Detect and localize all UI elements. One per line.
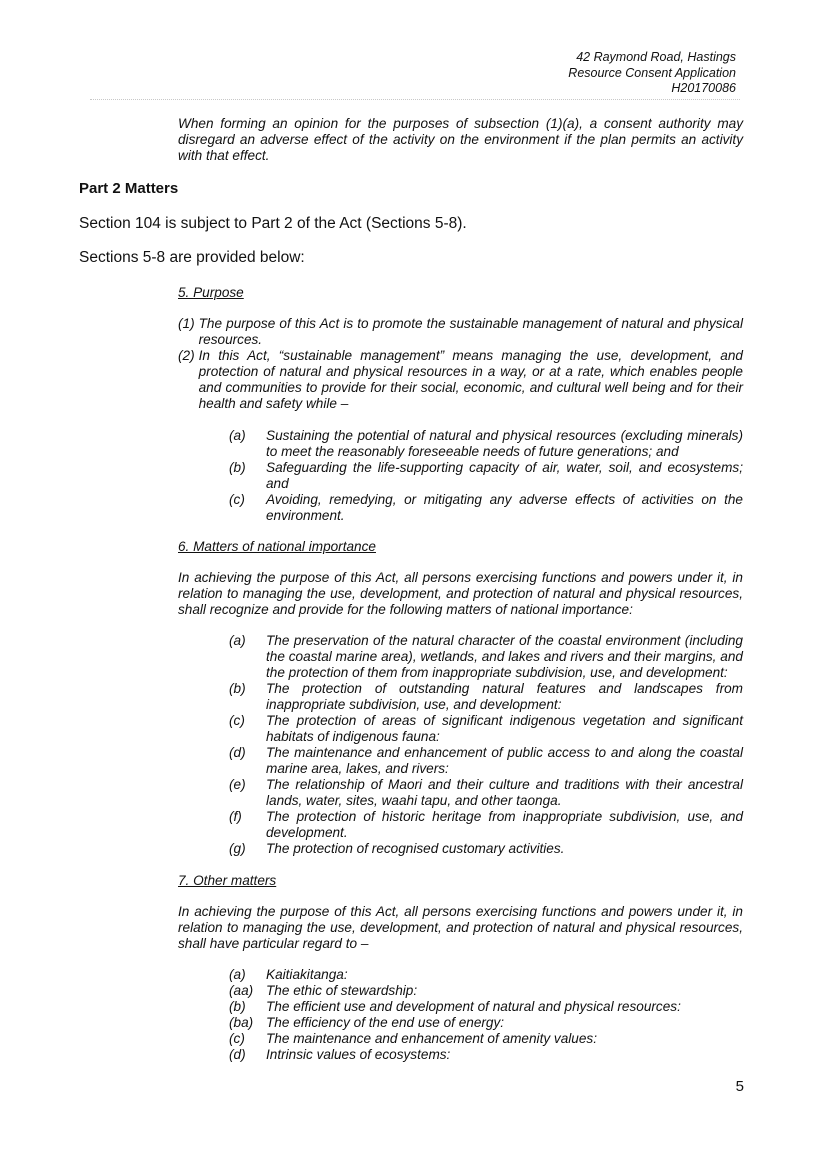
part2-heading: Part 2 Matters — [79, 180, 179, 197]
section-5-list — [178, 316, 743, 412]
list-item-key: (b) — [229, 681, 246, 696]
list-item-key: (d) — [229, 1047, 246, 1062]
list-item — [229, 1047, 743, 1063]
list-item-key: (d) — [229, 745, 246, 760]
list-item-text: Avoiding, remedying, or mitigating any adverse effects of activities on the environment. — [266, 492, 743, 523]
list-item-text: Intrinsic values of ecosystems: — [266, 1047, 451, 1062]
section-7-intro: In achieving the purpose of this Act, all persons exercising functions and powers under it, in relation to managing the use, development, and protection of natural and physical resources, shall have particular regard to – — [178, 904, 743, 951]
section-6-intro: In achieving the purpose of this Act, all persons exercising functions and powers under it, in relation to managing the use, development, and protection of natural and physical resources, shall recognize and provide for the following matters of national importance: — [178, 570, 743, 617]
list-item-key: (b) — [229, 460, 246, 475]
list-item — [229, 777, 743, 809]
list-item-text: The preservation of the natural character of the coastal environment (including the coastal marine area), wetlands, and lakes and rivers and their margins, and the protection of them from inappropriate subdivision, use, and development: — [266, 633, 743, 680]
list-item — [178, 348, 743, 412]
list-item-text: Kaitiakitanga: — [266, 967, 348, 982]
section-5-sublist — [229, 428, 743, 524]
list-item-key: (a) — [229, 633, 246, 648]
header-reference: H20170086 — [671, 81, 736, 95]
list-item-key: (f) — [229, 809, 242, 824]
page-number: 5 — [735, 1078, 744, 1095]
list-item-key: (a) — [229, 428, 246, 443]
list-item-key: (aa) — [229, 983, 254, 998]
list-item — [229, 460, 743, 492]
section-5-title: 5. Purpose — [178, 285, 244, 300]
list-item-key: (a) — [229, 967, 246, 982]
list-item — [229, 492, 743, 524]
header-address: 42 Raymond Road, Hastings — [576, 50, 736, 64]
list-item-text: The maintenance and enhancement of amenity values: — [266, 1031, 597, 1046]
list-item-key: (c) — [229, 1031, 245, 1046]
list-item-text: The efficiency of the end use of energy: — [266, 1015, 505, 1030]
intro-quote: When forming an opinion for the purposes of subsection (1)(a), a consent authority may disregard an adverse effect of the activity on the environment if the plan permits an activity with that effect. — [178, 116, 743, 163]
list-item-text: The relationship of Maori and their culture and traditions with their ancestral lands, water, sites, waahi tapu, and other taonga. — [266, 777, 743, 808]
list-item — [178, 316, 743, 348]
list-item-key: (c) — [229, 713, 245, 728]
list-item — [229, 633, 743, 681]
list-item — [229, 841, 743, 857]
list-item — [229, 967, 743, 983]
list-item — [229, 1031, 743, 1047]
list-item-number: (1) — [178, 316, 195, 331]
part2-paragraph-1: Section 104 is subject to Part 2 of the Act (Sections 5-8). — [79, 215, 467, 232]
list-item-key: (g) — [229, 841, 246, 856]
list-item — [229, 809, 743, 841]
list-item — [229, 681, 743, 713]
list-item-key: (c) — [229, 492, 245, 507]
section-6-list — [229, 633, 743, 857]
list-item — [229, 1015, 743, 1031]
list-item-key: (e) — [229, 777, 246, 792]
list-item-text: The maintenance and enhancement of public access to and along the coastal marine area, lakes, and rivers: — [266, 745, 743, 776]
list-item — [229, 999, 743, 1015]
list-item — [229, 713, 743, 745]
list-item-text: The protection of recognised customary activities. — [266, 841, 565, 856]
list-item-text: The ethic of stewardship: — [266, 983, 418, 998]
list-item-key: (b) — [229, 999, 246, 1014]
list-item — [229, 983, 743, 999]
list-item — [229, 428, 743, 460]
section-7-list — [229, 967, 743, 1063]
part2-paragraph-2: Sections 5-8 are provided below: — [79, 249, 305, 266]
list-item-text: The protection of historic heritage from inappropriate subdivision, use, and development. — [266, 809, 743, 840]
list-item-key: (ba) — [229, 1015, 254, 1030]
header-doc-type: Resource Consent Application — [568, 65, 736, 80]
list-item-text: Safeguarding the life-supporting capacity of air, water, soil, and ecosystems; and — [266, 460, 743, 491]
list-item-text: In this Act, “sustainable management” means managing the use, development, and protection of natural and physical resources in a way, or at a rate, which enables people and communities to provide for their social, economic, and cultural well being and for their health and safety while – — [198, 348, 743, 411]
list-item-number: (2) — [178, 348, 195, 363]
list-item-text: The protection of outstanding natural features and landscapes from inappropriate subdivision, use, and development: — [266, 681, 743, 712]
scan-artifact-line — [90, 99, 740, 100]
list-item-text: Sustaining the potential of natural and physical resources (excluding minerals) to meet the reasonably foreseeable needs of future generations; and — [266, 428, 743, 459]
section-7-title: 7. Other matters — [178, 873, 277, 888]
list-item-text: The purpose of this Act is to promote the sustainable management of natural and physical resources. — [198, 316, 743, 347]
page-header — [568, 50, 736, 97]
list-item-text: The efficient use and development of natural and physical resources: — [266, 999, 681, 1014]
list-item-text: The protection of areas of significant indigenous vegetation and significant habitats of indigenous fauna: — [266, 713, 743, 744]
list-item — [229, 745, 743, 777]
section-6-title: 6. Matters of national importance — [178, 539, 376, 554]
